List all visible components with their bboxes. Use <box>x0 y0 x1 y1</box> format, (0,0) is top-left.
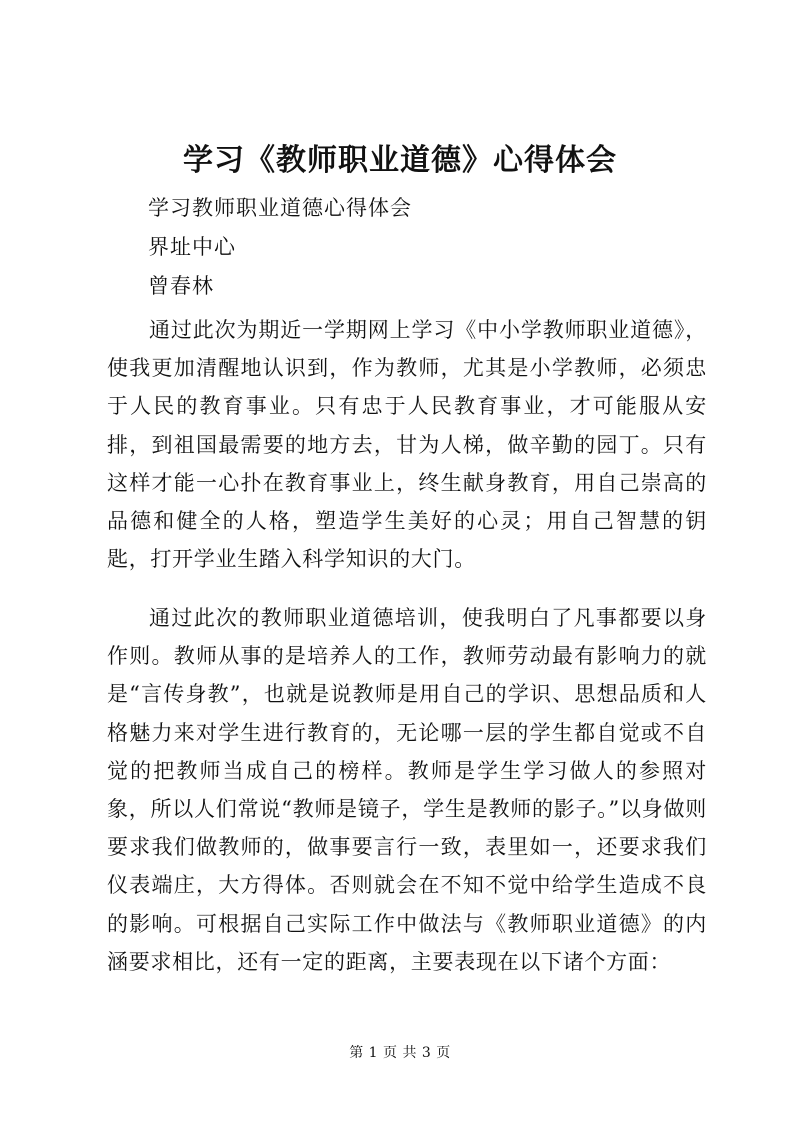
document-author: 曾春林 <box>148 274 214 298</box>
document-subtitle: 学习教师职业道德心得体会 <box>148 196 412 220</box>
document-title: 学习《教师职业道德》心得体会 <box>183 143 617 178</box>
page-footer: 第 1 页 共 3 页 <box>349 1045 451 1061</box>
document-organization: 界址中心 <box>148 235 236 259</box>
body-paragraph: 通过此次为期近一学期网上学习《中小学教师职业道德》，使我更加清醒地认识到，作为教师，尤其是小学教师，必须忠于人民的教育事业。只有忠于人民教育事业，才可能服从安排，到祖国最需要的地方去，甘为人梯，做辛勤的园丁。只有这样才能一心扑在教育事业上，终生献身教育，用自己崇高的品德和健全的人格，塑造学生美好的心灵；用自己智慧的钥匙，打开学业生踏入科学知识的大门。 <box>107 318 707 572</box>
body-paragraph: 通过此次的教师职业道德培训，使我明白了凡事都要以身作则。教师从事的是培养人的工作，教师劳动最有影响力的就是“言传身教”，也就是说教师是用自己的学识、思想品质和人格魅力来对学生进行教育的，无论哪一层的学生都自觉或不自觉的把教师当成自己的榜样。教师是学生学习做人的参照对象，所以人们常说“教师是镜子，学生是教师的影子。”以身做则要求我们做教师的，做事要言行一致，表里如一，还要求我们仪表端庄，大方得体。否则就会在不知不觉中给学生造成不良的影响。可根据自己实际工作中做法与《教师职业道德》的内涵要求相比，还有一定的距离，主要表现在以下诸个方面： <box>107 606 707 974</box>
